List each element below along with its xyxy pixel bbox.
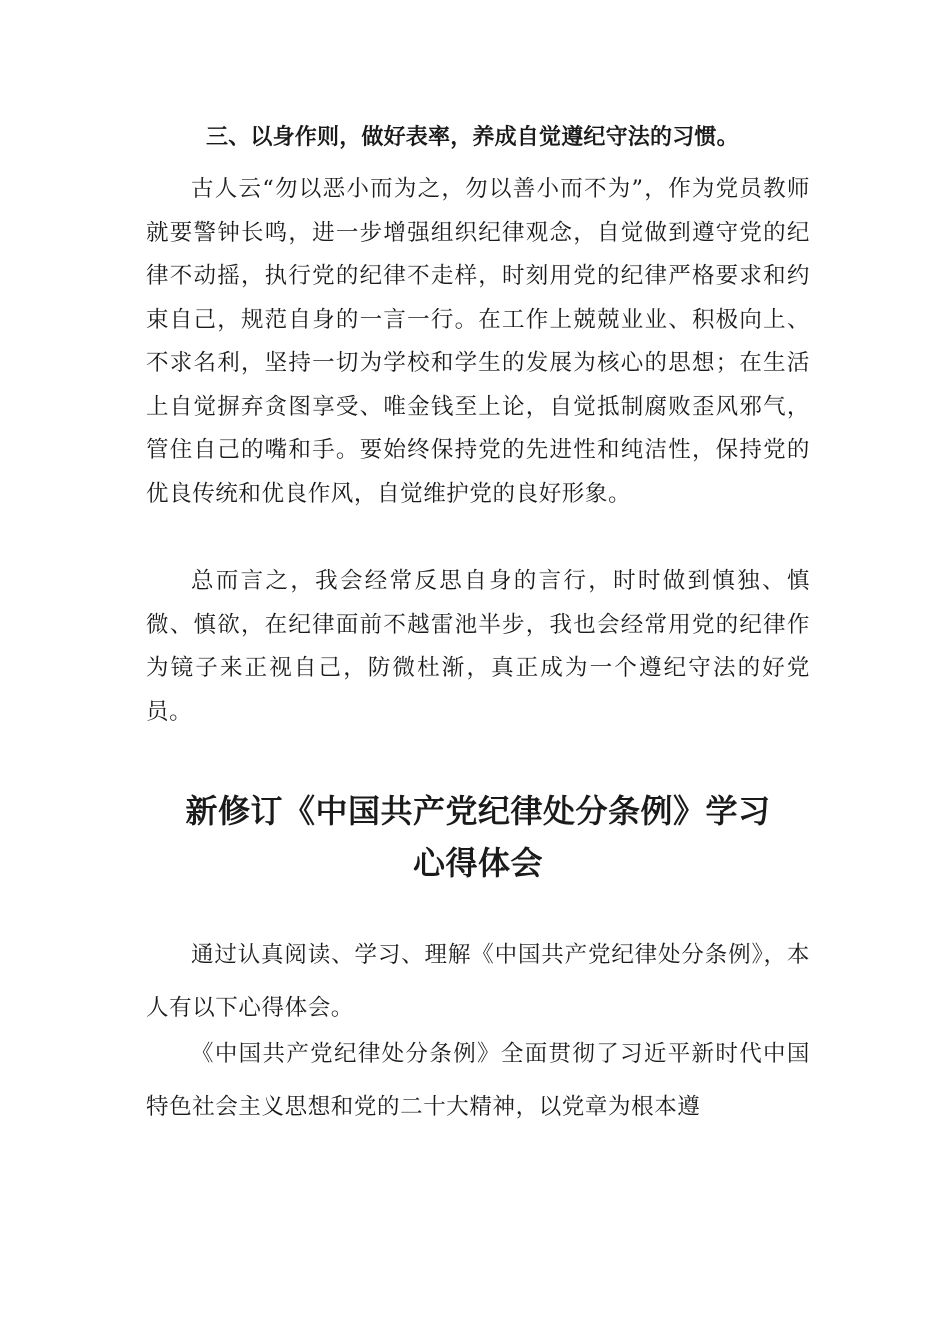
article-title xyxy=(120,785,836,889)
article-title-line2: 心得体会 xyxy=(412,844,543,882)
article-intro xyxy=(146,929,810,1035)
section-conclusion xyxy=(146,560,810,734)
article-title-line1: 新修订《中国共产党纪律处分条例》学习 xyxy=(185,792,771,830)
section-heading: 三、以身作则，做好表率，养成自觉遵纪守法的习惯。 xyxy=(206,125,739,150)
paragraph-regulation-summary: 《中国共产党纪律处分条例》全面贯彻了习近平新时代中国特色社会主义思想和党的二十大精神，以党章为根本遵 xyxy=(146,1041,810,1120)
article-body xyxy=(146,1028,810,1134)
paragraph-ancient-saying: 古人云“勿以恶小而为之，勿以善小而不为”，作为党员教师就要警钟长鸣，进一步增强组织纪律观念，自觉做到遵守党的纪律不动摇，执行党的纪律不走样，时刻用党的纪律严格要求和约束自己，规范自身的一言一行。在工作上兢兢业业、积极向上、不求名利，坚持一切为学校和学生的发展为核心的思想；在生活上自觉摒弃贪图享受、唯金钱至上论，自觉抵制腐败歪风邪气，管住自己的嘴和手。要始终保持党的先进性和纯洁性，保持党的优良传统和优良作风，自觉维护党的良好形象。 xyxy=(146,176,810,507)
section-body xyxy=(146,168,810,516)
paragraph-conclusion: 总而言之，我会经常反思自身的言行，时时做到慎独、慎微、慎欲，在纪律面前不越雷池半步，我也会经常用党的纪律作为镜子来正视自己，防微杜渐，真正成为一个遵纪守法的好党员。 xyxy=(146,568,810,725)
paragraph-intro: 通过认真阅读、学习、理解《中国共产党纪律处分条例》，本人有以下心得体会。 xyxy=(146,942,810,1021)
